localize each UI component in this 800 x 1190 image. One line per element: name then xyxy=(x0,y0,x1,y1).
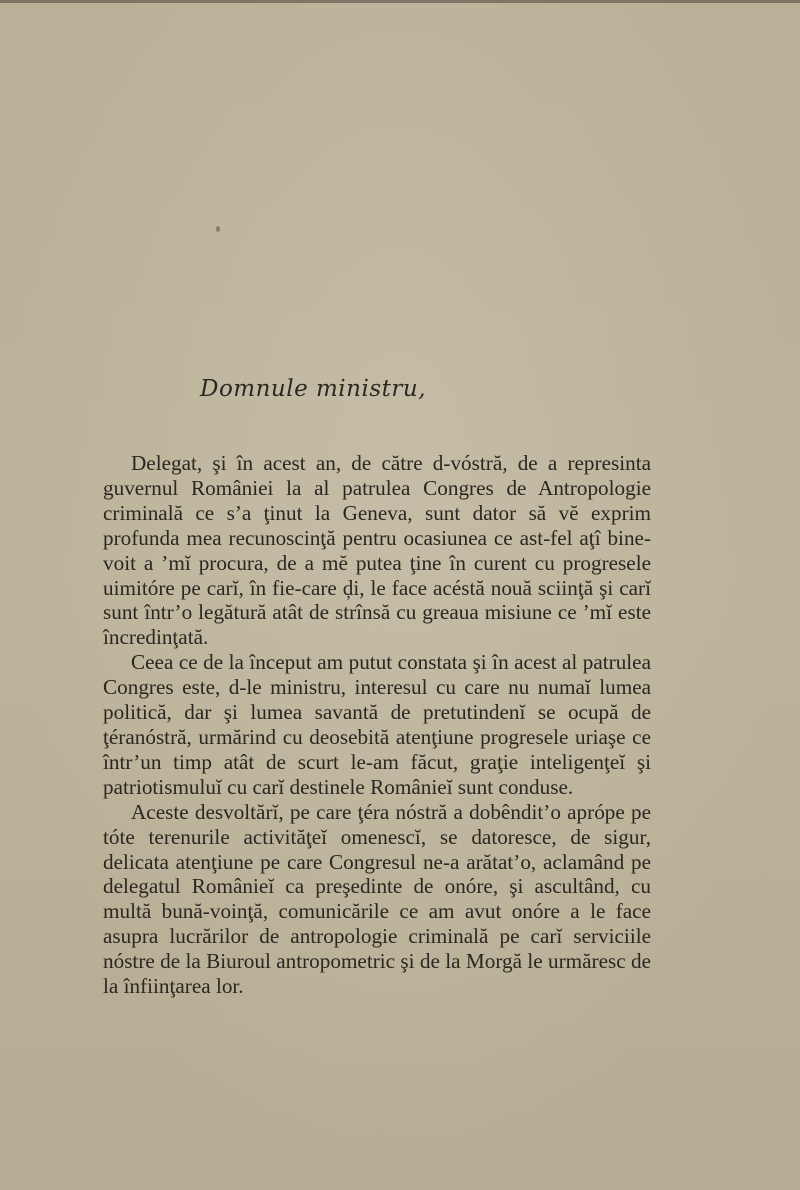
paragraph-2: Ceea ce de la început am putut constata şi în acest al patrulea Congres este, d-le ministru, interesul cu care nu numaĭ lumea politică, dar şi lumea savantă de pretutindenĭ se ocupă de ţéranóstră, urmărind cu deosebită atenţiune progresele uriaşe ce într’un timp atât de scurt le-am făcut, graţie inteligenţeĭ şi patriotismuluĭ cu carĭ destinele Românieĭ sunt conduse. xyxy=(103,650,651,799)
letter-body xyxy=(103,451,651,999)
paragraph-1: Delegat, şi în acest an, de către d-vóstră, de a represinta guvernul României la al patrulea Congres de Antropologie criminală ce s’a ţinut la Geneva, sunt dator să vĕ exprim profunda mea recunoscinţă pentru ocasiunea ce ast-fel aţî bine-voit a ’mĭ procura, de a mĕ putea ţine în curent cu progresele uimitóre pe carĭ, în fie-care ḑi, le face acéstă nouă sciinţă şi carĭ sunt într’o legătură atât de strînsă cu greaua misiune ce ’mĭ este încredinţată. xyxy=(103,451,651,650)
letter-salutation: Domnule ministru, xyxy=(200,376,427,402)
paragraph-3: Aceste desvoltărĭ, pe care ţéra nóstră a dobêndit’o aprópe pe tóte terenurile activităţeĭ omenescĭ, se datoresce, de sigur, delicata atenţiune pe care Congresul ne-a arătat’o, aclamând pe delegatul Românieĭ ca preşedinte de onóre, şi ascultând, cu multă bună-voinţă, comunicările ce am avut onóre a le face asupra lucrărilor de antropologie criminală pe carĭ serviciile nóstre de la Biuroul antropometric şi de la Morgă le urmăresc de la înfiinţarea lor. xyxy=(103,799,651,999)
paper-speck xyxy=(216,226,220,232)
page-top-edge xyxy=(0,0,800,3)
